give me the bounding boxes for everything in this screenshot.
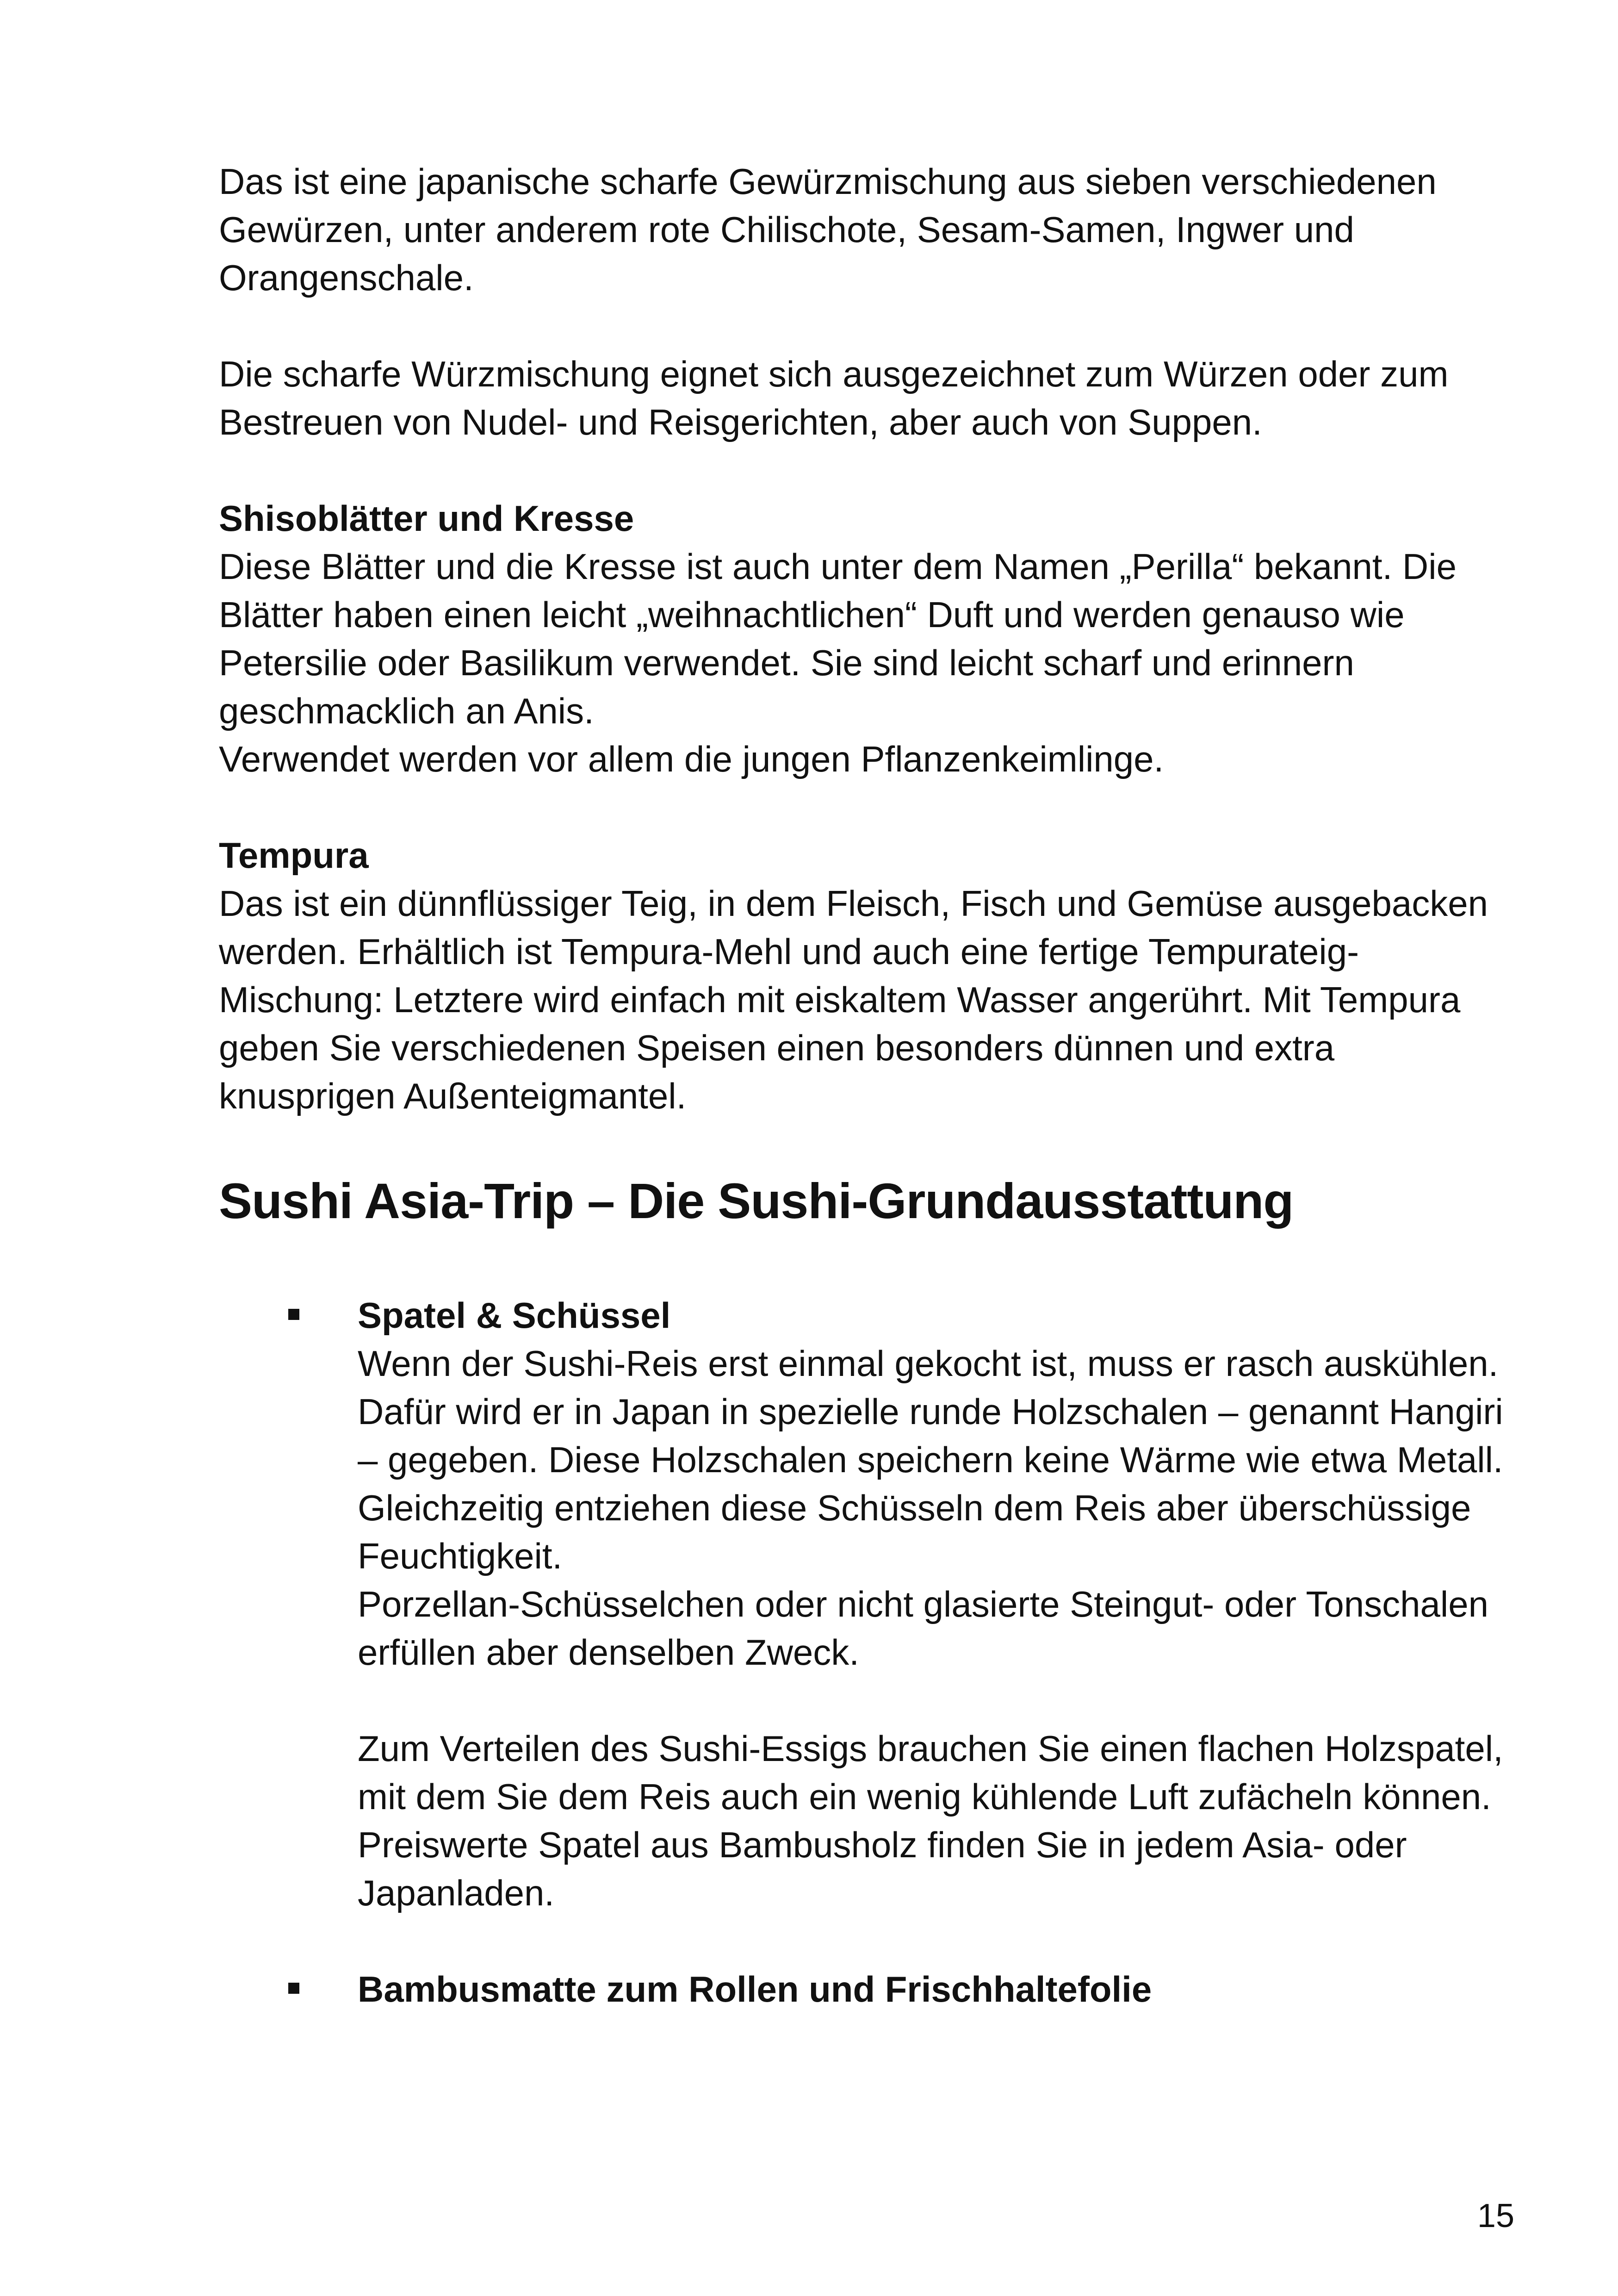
- list-item-title: Spatel & Schüssel: [358, 1295, 671, 1336]
- list-item-bambusmatte: [219, 1965, 1514, 2013]
- document-page: [219, 157, 1514, 2061]
- list-item-paragraph-3: Zum Verteilen des Sushi-Essigs brauchen Sie einen flachen Holzspatel, mit dem Sie dem Reis auch ein wenig kühlende Luft zufächeln können. Preiswerte Spatel aus Bambusholz finden Sie in jedem Asia- oder Japanladen.: [358, 1728, 1503, 1913]
- spacer: [358, 1676, 1514, 1724]
- spacer: [219, 302, 1514, 350]
- spacer: [219, 783, 1514, 831]
- intro-paragraph-2: Die scharfe Würzmischung eignet sich ausgezeichnet zum Würzen oder zum Bestreuen von Nudel- und Reisgerichten, aber auch von Suppen.: [219, 354, 1449, 442]
- tempura-heading: Tempura: [219, 835, 369, 876]
- square-bullet-icon: [288, 1309, 299, 1320]
- shiso-paragraph-1: Diese Blätter und die Kresse ist auch unter dem Namen „Perilla“ bekannt. Die Blätter haben einen leicht „weihnachtlichen“ Duft und werden genauso wie Petersilie oder Basilikum verwendet. Sie sind leicht scharf und erinnern geschmacklich an Anis.: [219, 546, 1457, 731]
- tempura-paragraph: Das ist ein dünnflüssiger Teig, in dem Fleisch, Fisch und Gemüse ausgebacken werden. Erhältlich ist Tempura-Mehl und auch eine fertige Tempurateig-Mischung: Letztere wird einfach mit eiskaltem Wasser angerührt. Mit Tempura geben Sie verschiedenen Speisen einen besonders dünnen und extra knusprigen Außenteigmantel.: [219, 883, 1488, 1116]
- section-heading: Sushi Asia-Trip – Die Sushi-Grundausstattung: [219, 1173, 1294, 1229]
- list-item-paragraph-2: Porzellan-Schüsselchen oder nicht glasierte Steingut- oder Tonschalen erfüllen aber denselben Zweck.: [358, 1584, 1489, 1673]
- list-item-paragraph-1: Wenn der Sushi-Reis erst einmal gekocht ist, muss er rasch auskühlen. Dafür wird er in Japan in spezielle runde Holzschalen – genannt Hangiri – gegeben. Diese Holzschalen speichern keine Wärme wie etwa Metall. Gleichzeitig entziehen diese Schüsseln dem Reis aber überschüssige Feuchtigkeit.: [358, 1343, 1503, 1576]
- equipment-list: [219, 1291, 1514, 2013]
- list-item-title: Bambusmatte zum Rollen und Frischhaltefolie: [358, 1969, 1152, 2010]
- square-bullet-icon: [288, 1983, 299, 1994]
- page-number: 15: [1477, 2197, 1514, 2234]
- shiso-heading: Shisoblätter und Kresse: [219, 498, 634, 539]
- list-item-spatel: [219, 1291, 1514, 1917]
- intro-paragraph-1: Das ist eine japanische scharfe Gewürzmischung aus sieben verschiedenen Gewürzen, unter anderem rote Chilischote, Sesam-Samen, Ingwer und Orangenschale.: [219, 161, 1437, 298]
- shiso-paragraph-2: Verwendet werden vor allem die jungen Pflanzenkeimlinge.: [219, 739, 1164, 779]
- spacer: [219, 446, 1514, 494]
